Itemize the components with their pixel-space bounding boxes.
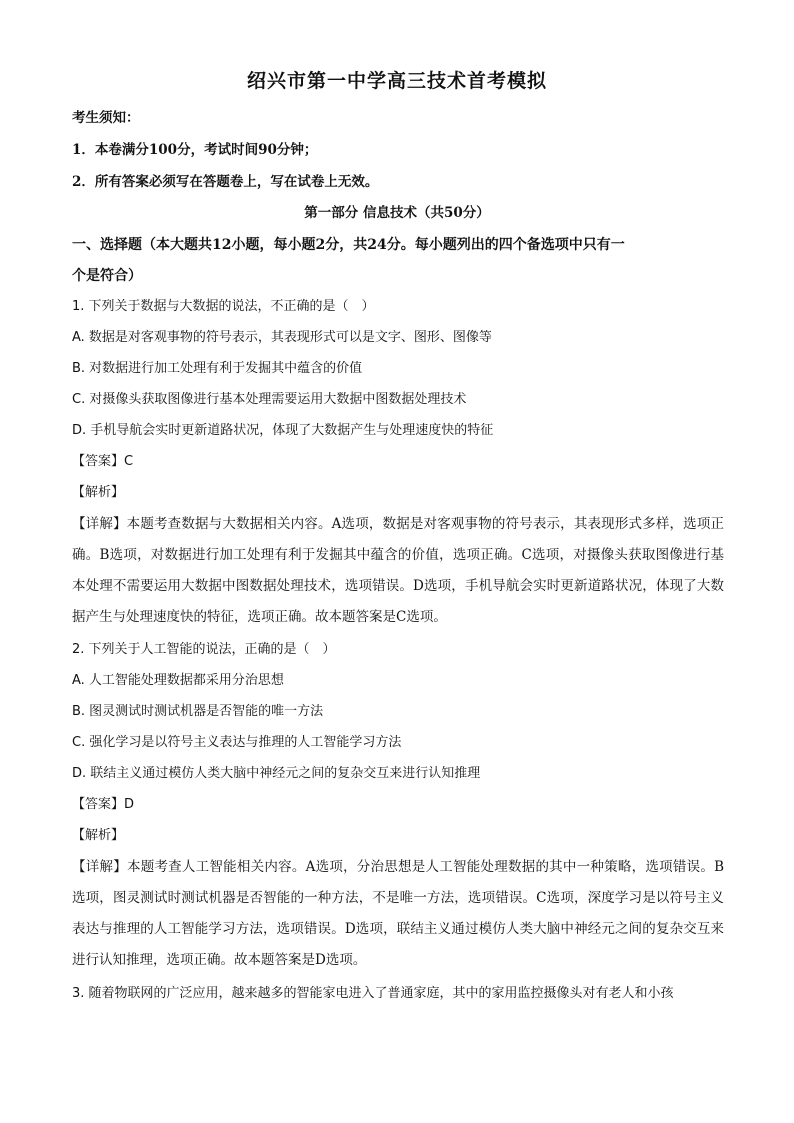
section-heading-line1: 一、选择题（本大题共12小题，每小题2分，共24分。每小题列出的四个备选项中只有一 [72, 237, 625, 253]
notice-item-1: 1．本卷满分100分，考试时间90分钟； [72, 142, 318, 158]
question-1-option-a: A. 数据是对客观事物的符号表示，其表现形式可以是文字、图形、图像等 [72, 330, 492, 345]
question-1-option-c: C. 对摄像头获取图像进行基本处理需要运用大数据中图数据处理技术 [72, 392, 467, 407]
question-2-analysis-label: 【解析】 [72, 828, 125, 843]
notice-heading: 考生须知： [72, 110, 140, 126]
question-2-detail: 【详解】本题考查人工智能相关内容。A选项，分治思想是人工智能处理数据的其中一种策略，选项错误。B选项，图灵测试时测试机器是否智能的一种方法，不是唯一方法，选项错误。C选项，深度学习是以符号主义表达与推理的人工智能学习方法，选项错误。D选项，联结主义通过模仿人类大脑中神经元之间的复杂交互来进行认知推理，选项正确。故本题答案是D选项。 [72, 859, 724, 968]
question-1-option-b: B. 对数据进行加工处理有利于发掘其中蕴含的价值 [72, 361, 363, 376]
question-2-option-c: C. 强化学习是以符号主义表达与推理的人工智能学习方法 [72, 735, 402, 750]
question-2-option-b: B. 图灵测试时测试机器是否智能的唯一方法 [72, 704, 324, 719]
part-title: 第一部分 信息技术（共50分） [304, 205, 490, 221]
question-1-option-d: D. 手机导航会实时更新道路状况，体现了大数据产生与处理速度快的特征 [72, 423, 494, 438]
question-1-answer: 【答案】C [72, 454, 134, 469]
question-3-stem: 3. 随着物联网的广泛应用，越来越多的智能家电进入了普通家庭，其中的家用监控摄像头对有老人和小孩 [72, 986, 674, 1001]
section-heading-line2: 个是符合） [72, 268, 142, 284]
page-title: 绍兴市第一中学高三技术首考模拟 [246, 70, 547, 92]
notice-item-2: 2．所有答案必须写在答题卷上，写在试卷上无效。 [72, 174, 379, 190]
question-1-stem: 1. 下列关于数据与大数据的说法，不正确的是（ ） [72, 299, 375, 314]
question-1-analysis-label: 【解析】 [72, 485, 125, 500]
question-2-answer: 【答案】D [72, 797, 135, 812]
question-2-option-a: A. 人工智能处理数据都采用分治思想 [72, 673, 284, 688]
question-1-detail: 【详解】本题考查数据与大数据相关内容。A选项，数据是对客观事物的符号表示，其表现形式多样，选项正确。B选项，对数据进行加工处理有利于发掘其中蕴含的价值，选项正确。C选项，对摄像头获取图像进行基本处理不需要运用大数据中图数据处理技术，选项错误。D选项，手机导航会实时更新道路状况，体现了大数据产生与处理速度快的特征，选项正确。故本题答案是C选项。 [72, 516, 724, 625]
question-2-stem: 2. 下列关于人工智能的说法，正确的是（ ） [72, 642, 336, 657]
question-2-option-d: D. 联结主义通过模仿人类大脑中神经元之间的复杂交互来进行认知推理 [72, 766, 481, 781]
